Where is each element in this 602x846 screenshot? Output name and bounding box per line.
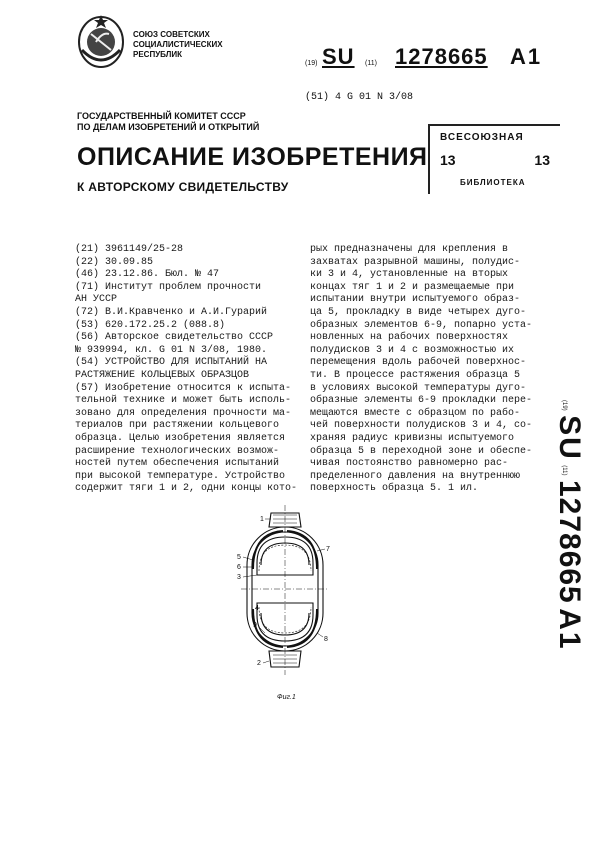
text-line: РАСТЯЖЕНИЕ КОЛЬЦЕВЫХ ОБРАЗЦОВ (75, 369, 250, 381)
margin-code-11: (11) (561, 465, 568, 476)
inid-code-19: (19) (305, 60, 318, 67)
figure-label-5: 5 (237, 554, 241, 561)
text-line: (22) 30.09.85 (75, 256, 154, 268)
margin-kind: A1 (553, 608, 586, 651)
text-line: образца 5 в переходной зоне и обеспе- (310, 445, 533, 457)
text-line: чивая постоянство равномерно рас- (310, 458, 509, 470)
text-line: териалов при растяжении кольцевого (75, 420, 280, 432)
text-line: содержит тяги 1 и 2, одни концы кото- (75, 483, 298, 495)
text-line: чей поверхности полудисков 3 и 4, со- (310, 420, 533, 432)
margin-code-19: (19) (561, 400, 568, 411)
stamp-line1: ВСЕСОЮЗНАЯ (440, 132, 524, 143)
text-line: захватах разрывной машины, полудис- (310, 256, 521, 268)
text-line: испытании внутри испытуемого образ- (310, 294, 521, 306)
margin-patent-id (540, 400, 586, 680)
text-line: концах тяг 1 и 2 и размещаемые при (310, 281, 515, 293)
stamp-left-number: 13 (440, 152, 456, 168)
document-title: ОПИСАНИЕ ИЗОБРЕТЕНИЯ (77, 143, 428, 171)
document-subtitle: К АВТОРСКОМУ СВИДЕТЕЛЬСТВУ (77, 180, 289, 194)
figure-label-1: 1 (260, 516, 264, 523)
text-line: образца. Целью изобретения является (75, 432, 286, 444)
country-code: SU (322, 44, 355, 69)
text-line: ностей путем обеспечения испытаний (75, 458, 280, 470)
text-line: пределенного давления на внутреннюю (310, 470, 521, 482)
text-line: № 939994, кл. G 01 N 3/08, 1980. (75, 344, 268, 356)
text-line: храняя радиус кривизны испытуемого (310, 432, 515, 444)
figure-drawing (241, 505, 329, 675)
figure-label-6: 6 (237, 564, 241, 571)
ipc-classification: (51) 4 G 01 N 3/08 (305, 92, 414, 103)
text-line: образные элементы 6-9 прокладки пере- (310, 395, 533, 407)
text-line: зовано для определения прочности ма- (75, 407, 292, 419)
right-column (310, 244, 535, 496)
figure-label-9: 9 (253, 622, 257, 629)
figure-label-2: 2 (257, 660, 261, 667)
figure-label-7: 7 (326, 546, 330, 553)
text-line: (72) В.И.Кравченко и А.И.Гурарий (75, 306, 268, 318)
text-line: ти. В процессе растяжения образца 5 (310, 369, 521, 381)
text-line: при высокой температуре. Устройство (75, 470, 286, 482)
text-line: мещаются вместе с образцом по рабо- (310, 407, 521, 419)
committee-name: ГОСУДАРСТВЕННЫЙ КОМИТЕТ СССР ПО ДЕЛАМ ИЗОБРЕТЕНИЙ И ОТКРЫТИЙ (77, 111, 260, 132)
stamp-line3: БИБЛИОТЕКА (460, 178, 526, 187)
figure-label-8: 8 (324, 636, 328, 643)
margin-number: 1278665 (553, 479, 586, 604)
text-line: (57) Изобретение относится к испыта- (75, 382, 292, 394)
text-line: (21) 3961149/25-28 (75, 244, 184, 255)
text-line: АН УССР (75, 294, 118, 306)
text-line: (53) 620.172.25.2 (088.8) (75, 319, 226, 331)
text-line: новленных на рабочих поверхностях (310, 332, 509, 344)
text-line: расширение технологических возмож- (75, 445, 280, 457)
text-line: тельной технике и может быть исполь- (75, 395, 292, 407)
figure-1 (235, 505, 335, 705)
text-line: (54) УСТРОЙСТВО ДЛЯ ИСПЫТАНИЙ НА (75, 357, 268, 369)
text-line: (71) Институт проблем прочности (75, 281, 262, 293)
figure-label-4: 4 (255, 605, 259, 612)
text-line: перемещения вдоль рабочей поверхнос- (310, 357, 527, 369)
text-line: образных элементов 6-9, попарно уста- (310, 319, 533, 331)
inid-code-11: (11) (365, 60, 377, 67)
soviet-emblem (76, 12, 126, 70)
stamp-right-number: 13 (534, 152, 550, 168)
patent-number: 1278665 (395, 44, 488, 69)
text-line: ки 3 и 4, установленные на вторых (310, 269, 509, 281)
document-kind: A1 (510, 44, 543, 69)
text-line: (56) Авторское свидетельство СССР (75, 332, 274, 344)
margin-country: SU (553, 415, 586, 461)
text-line: (46) 23.12.86. Бюл. № 47 (75, 269, 220, 281)
text-line: поверхность образца 5. 1 ил. (310, 483, 479, 495)
union-name: СОЮЗ СОВЕТСКИХ СОЦИАЛИСТИЧЕСКИХ РЕСПУБЛИК (133, 30, 223, 59)
library-stamp (428, 124, 560, 194)
text-line: рых предназначены для крепления в (310, 244, 509, 255)
text-line: в условиях высокой температуры дуго- (310, 382, 527, 394)
text-line: полудисков 3 и 4 с возможностью их (310, 344, 515, 356)
left-column (75, 244, 297, 496)
figure-label-3: 3 (237, 574, 241, 581)
figure-caption: Фиг.1 (277, 694, 296, 701)
text-line: ца 5, прокладку в виде четырех дуго- (310, 306, 527, 318)
